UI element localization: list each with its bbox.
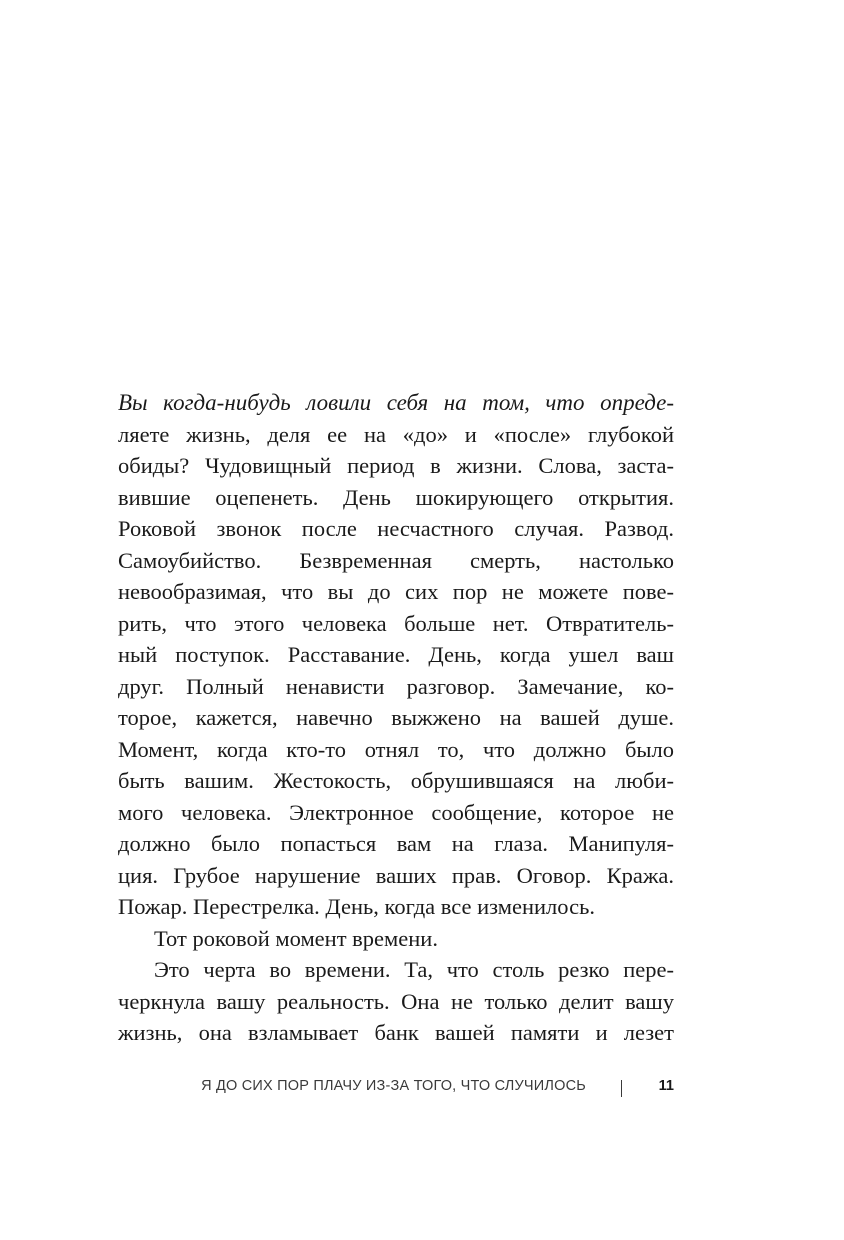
text-line: рить, что этого человека больше нет. Отвратитель- — [118, 610, 674, 636]
text-line: Вы когда-нибудь ловили себя на том, что опреде- — [118, 390, 674, 415]
text-line: мого человека. Электронное сообщение, которое не — [118, 799, 674, 825]
text-line: торое, кажется, навечно выжжено на вашей душе. — [118, 705, 674, 730]
page-number: 11 — [658, 1078, 674, 1094]
text-line: обиды? Чудовищный период в жизни. Слова, заста- — [118, 453, 674, 478]
text-line: ляете жизнь, деля ее на «до» и «после» глубокой — [118, 421, 674, 447]
text-line: быть вашим. Жестокость, обрушившаяся на люби- — [118, 768, 674, 793]
text-line: жизнь, она взламывает банк вашей памяти и лезет — [118, 1020, 674, 1045]
text-line: черкнула вашу реальность. Она не только делит вашу — [118, 988, 674, 1014]
text-line: друг. Полный ненависти разговор. Замечание, ко- — [118, 673, 674, 699]
running-title: Я ДО СИХ ПОР ПЛАЧУ ИЗ-ЗА ТОГО, ЧТО СЛУЧИЛОСЬ — [201, 1078, 586, 1094]
text-line: Тот роковой момент времени. — [154, 925, 438, 951]
text-line: Момент, когда кто-то отнял то, что должно было — [118, 736, 674, 762]
text-line: Это черта во времени. Та, что столь резко пере- — [154, 957, 674, 982]
text-line: должно было попасться вам на глаза. Манипуля- — [118, 831, 674, 856]
page-footer — [118, 1078, 674, 1102]
footer-separator — [621, 1080, 623, 1097]
text-line: Роковой звонок после несчастного случая. Развод. — [118, 516, 674, 541]
text-line: ный поступок. Расставание. День, когда ушел ваш — [118, 642, 674, 667]
text-line: вившие оцепенеть. День шокирующего открытия. — [118, 484, 674, 510]
text-line: Пожар. Перестрелка. День, когда все изменилось. — [118, 894, 595, 919]
text-line: Самоубийство. Безвременная смерть, настолько — [118, 547, 674, 573]
text-line: ция. Грубое нарушение ваших прав. Оговор. Кража. — [118, 862, 674, 888]
body-text — [118, 387, 674, 1049]
text-line: невообразимая, что вы до сих пор не можете пове- — [118, 579, 674, 604]
